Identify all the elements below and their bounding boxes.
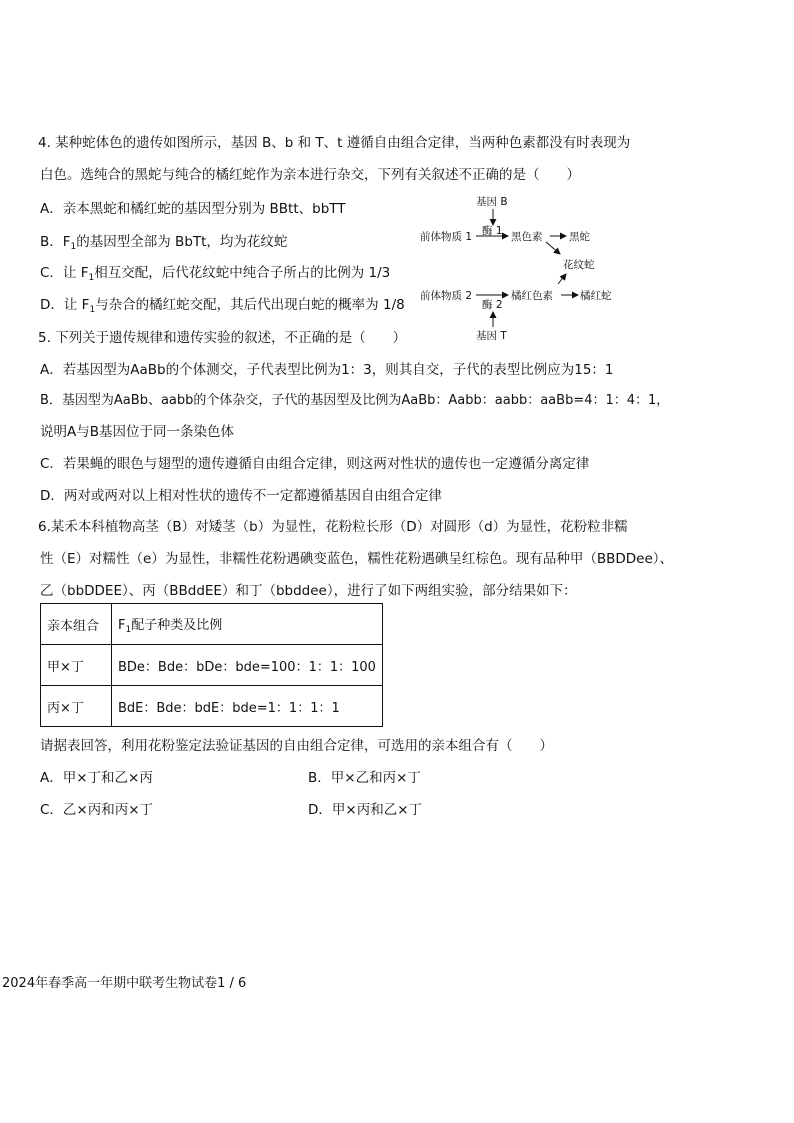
- page-footer: 2024年春季高一年期中联考生物试卷1 / 6: [2, 976, 247, 991]
- table-header-cross: 亲本组合: [41, 604, 112, 645]
- orange-pigment-label: 橘红色素: [511, 290, 553, 302]
- q5-option-a: A．若基因型为AaBb的个体测交，子代表型比例为1：3，则其自交，子代的表型比例应为15：1: [40, 362, 614, 378]
- black-snake-label: 黑蛇: [569, 231, 590, 243]
- q4-option-d: D．让 $F_1$与杂合的橘红蛇交配，其后代出现白蛇的概率为 1/8: [40, 297, 405, 315]
- table-header-gametes: $F_1$配子种类及比例: [112, 604, 383, 645]
- gamete-ratio-table: [40, 603, 383, 727]
- q5-option-c: C．若果蝇的眼色与翅型的遗传遵循自由组合定律，则这两对性状的遗传也一定遵循分离定律: [40, 456, 590, 472]
- table-cell-ratio: BdE：Bde：bdE：bde=1：1：1：1: [112, 686, 383, 727]
- q5-option-b-line1: B．基因型为AaBb、aabb的个体杂交，子代的基因型及比例为AaBb：Aabb：aabb：aaBb=4：1：4：1，: [40, 393, 670, 408]
- q4-stem-line1: 4. 某种蛇体色的遗传如图所示，基因 B、b 和 T、t 遵循自由组合定律，当两种色素都没有时表现为: [38, 135, 631, 151]
- q6-option-a: A．甲×丁和乙×丙: [40, 770, 153, 786]
- q4-stem-line2: 白色。选纯合的黑蛇与纯合的橘红蛇作为亲本进行杂交，下列有关叙述不正确的是（ ）: [40, 167, 580, 183]
- table-cell-ratio: BDe：Bde：bDe：bde=100：1：1：100: [112, 645, 383, 686]
- q5-option-b-line2: 说明A与B基因位于同一条染色体: [40, 424, 234, 440]
- q6-option-c: C．乙×丙和丙×丁: [40, 802, 154, 818]
- q5-stem: 5. 下列关于遗传规律和遗传实验的叙述，不正确的是（ ）: [38, 330, 407, 346]
- table-header-row: [41, 604, 383, 645]
- enzyme2-label: 酶 2: [482, 299, 503, 311]
- q6-option-d: D．甲×丙和乙×丁: [308, 802, 423, 818]
- gene-b-label: 基因 B: [476, 196, 508, 208]
- q6-stem-line3: 乙（bbDDEE）、丙（BBddEE）和丁（bbddee），进行了如下两组实验，部分结果如下：: [40, 583, 577, 599]
- q6-option-b: B．甲×乙和丙×丁: [308, 770, 421, 786]
- table-cell-cross: 丙×丁: [41, 686, 112, 727]
- q6-stem-line2: 性（E）对糯性（e）为显性，非糯性花粉遇碘变蓝色，糯性花粉遇碘呈红棕色。现有品种甲（BBDDee）、: [40, 551, 674, 567]
- precursor2-label: 前体物质 2: [420, 290, 473, 302]
- black-pigment-label: 黑色素: [511, 231, 543, 243]
- table-cell-cross: 甲×丁: [41, 645, 112, 686]
- pattern-snake-label: 花纹蛇: [563, 259, 595, 271]
- pattern-arrow-top: [546, 242, 560, 254]
- q6-question: 请据表回答，利用花粉鉴定法验证基因的自由组合定律，可选用的亲本组合有（ ）: [40, 738, 553, 754]
- enzyme1-label: 酶 1: [482, 225, 503, 237]
- q5-option-d: D．两对或两对以上相对性状的遗传不一定都遵循基因自由组合定律: [40, 488, 442, 504]
- pigment-pathway-diagram: [418, 192, 618, 344]
- table-row: [41, 686, 383, 727]
- pattern-arrow-bottom: [558, 274, 566, 284]
- gene-t-label: 基因 T: [476, 330, 507, 342]
- q4-option-c: C．让 $F_1$相互交配，后代花纹蛇中纯合子所占的比例为 1/3: [40, 265, 391, 283]
- q4-option-b: B．$F_1$的基因型全部为 BbTt，均为花纹蛇: [40, 234, 288, 252]
- q6-stem-line1: 6.某禾本科植物高茎（B）对矮茎（b）为显性，花粉粒长形（D）对圆形（d）为显性，花粉粒非糯: [38, 519, 628, 535]
- table-row: [41, 645, 383, 686]
- q4-option-a: A．亲本黑蛇和橘红蛇的基因型分别为 BBtt、bbTT: [40, 201, 346, 217]
- orange-snake-label: 橘红蛇: [580, 290, 612, 302]
- precursor1-label: 前体物质 1: [420, 231, 473, 243]
